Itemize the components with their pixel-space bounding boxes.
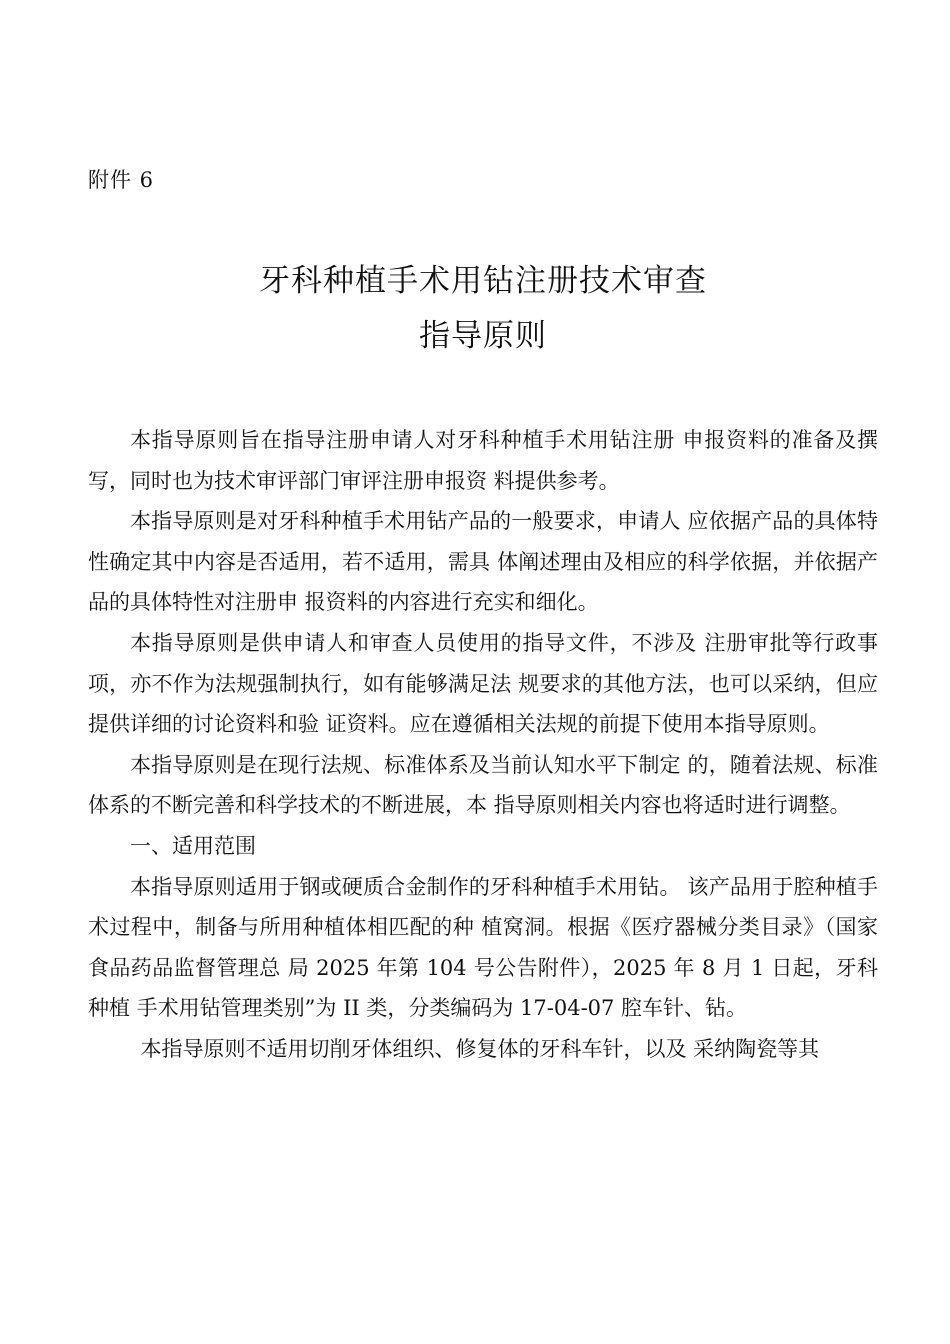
document-body <box>88 420 878 1070</box>
paragraph-regulatory-context: 本指导原则是在现行法规、标准体系及当前认知水平下制定 的，随着法规、标准体系的不断完善和科学技术的不断进展，本 指导原则相关内容也将适时进行调整。 <box>88 752 878 818</box>
paragraph-usage-scope: 本指导原则是供申请人和审查人员使用的指导文件，不涉及 注册审批等行政事项，亦不作为法规强制执行，如有能够满足法 规要求的其他方法，也可以采纳，但应提供详细的讨论资料和验 证资料。应在遵循相关法规的前提下使用本指导原则。 <box>88 630 878 737</box>
paragraph-general-requirements: 本指导原则是对牙科种植手术用钻产品的一般要求，申请人 应依据产品的具体特性确定其中内容是否适用，若不适用，需具 体阐述理由及相应的科学依据，并依据产品的具体特性对注册申 报资料的内容进行充实和细化。 <box>88 509 878 615</box>
paragraph-purpose: 本指导原则旨在指导注册申请人对牙科种植手术用钻注册 申报资料的准备及撰写，同时也为技术审评部门审评注册申报资 料提供参考。 <box>88 428 878 493</box>
attachment-label: 附件 6 <box>88 168 155 192</box>
document-title-line-2: 指导原则 <box>419 318 547 354</box>
section-heading-scope: 一、适用范围 <box>130 833 256 858</box>
document-title-line-1: 牙科种植手术用钻注册技术审查 <box>259 263 707 299</box>
paragraph-applicability: 本指导原则适用于钢或硬质合金制作的牙科种植手术用钻。 该产品用于腔种植手术过程中，制备与所用种植体相匹配的种 植窝洞。根据《医疗器械分类目录》（国家食品药品监督管理总 局 2025 年第 104 号公告附件），2025 年 8 月 1 日起，牙科种植 手术用钻管理类别”为 II 类，分类编码为 17-04-07 腔车针、钻。 <box>88 874 878 1021</box>
paragraph-exclusions: 本指导原则不适用切削牙体组织、修复体的牙科车针，以及 采纳陶瓷等其 <box>140 1036 820 1061</box>
